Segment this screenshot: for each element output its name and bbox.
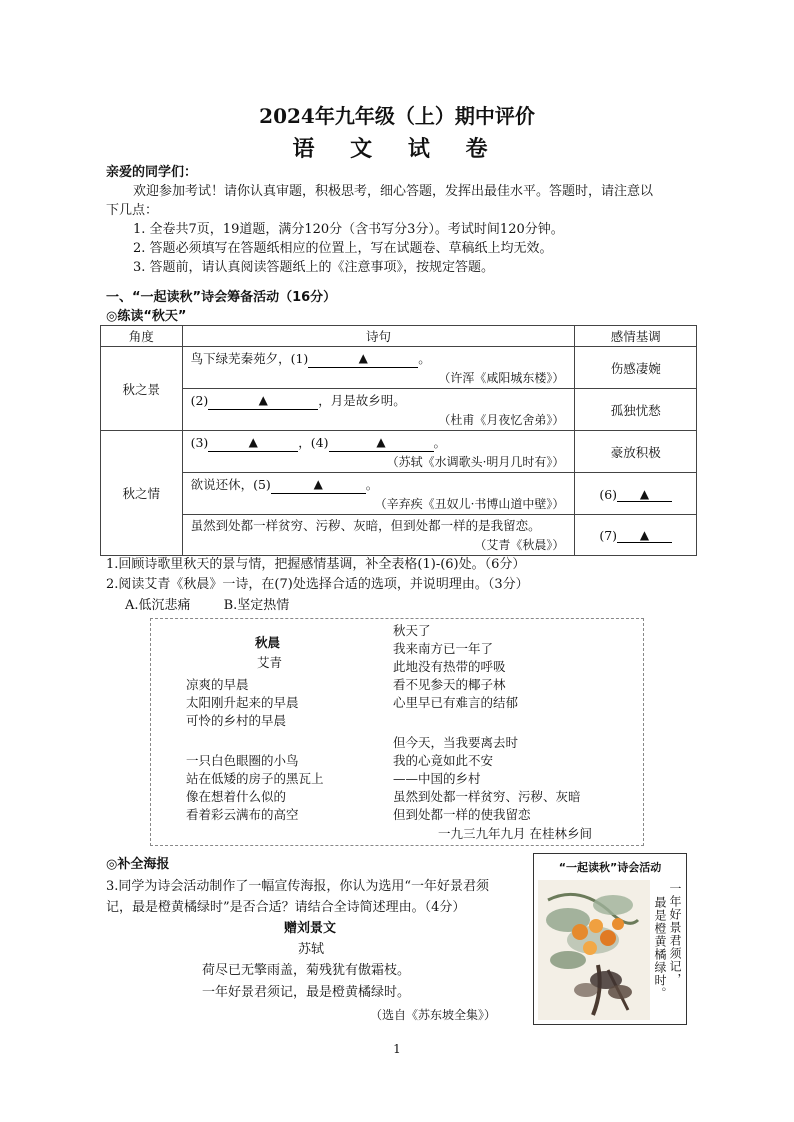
poem-right-line: 但今天，当我要离去时 bbox=[393, 735, 519, 750]
poem-right-line: 我的心竟如此不安 bbox=[393, 753, 494, 768]
poem-left-line: 凉爽的早晨 bbox=[186, 677, 249, 692]
answer-blank-4[interactable]: ▲ bbox=[329, 433, 434, 452]
poem-right-line: 此地没有热带的呼吸 bbox=[393, 659, 506, 674]
group-scenery: 秋之景 bbox=[101, 347, 183, 431]
group-emotion: 秋之情 bbox=[101, 431, 183, 556]
rule-1: 1. 全卷共7页，19道题，满分120分（含书写分3分）。考试时间120分钟。 bbox=[133, 222, 564, 237]
header-verse: 诗句 bbox=[182, 326, 575, 347]
sub-heading-poster: ◎补全海报 bbox=[106, 857, 170, 872]
poem2-author: 苏轼 bbox=[298, 942, 325, 957]
mood-6: (6) ▲ bbox=[575, 473, 697, 515]
answer-blank-6[interactable]: ▲ bbox=[617, 486, 672, 502]
poem-date: 一九三九年九月 在桂林乡间 bbox=[438, 826, 592, 841]
poster-verse-line-2: 最是橙黄橘绿时。 bbox=[653, 896, 667, 1000]
poem-right-line: 虽然到处都一样贫穷、污秽、灰暗 bbox=[393, 789, 581, 804]
intro-line-1: 欢迎参加考试！请你认真审题，积极思考，细心答题，发挥出最佳水平。答题时，请注意以 bbox=[133, 184, 654, 199]
mood-2: 孤独忧愁 bbox=[575, 389, 697, 431]
mood-1: 伤感凄婉 bbox=[575, 347, 697, 389]
intro-line-2: 下几点： bbox=[106, 203, 159, 218]
table-row: (3) ▲ ，(4) ▲ 。 （苏轼《水调歌头·明月几时有》） bbox=[182, 431, 575, 473]
rule-3: 3. 答题前，请认真阅读答题纸上的《注意事项》，按规定答题。 bbox=[133, 260, 495, 275]
answer-blank-3[interactable]: ▲ bbox=[208, 433, 298, 452]
poetry-table bbox=[100, 325, 697, 556]
header-mood: 感情基调 bbox=[575, 326, 697, 347]
answer-blank-2[interactable]: ▲ bbox=[208, 391, 318, 410]
poem-left-line: 可怜的乡村的早晨 bbox=[186, 713, 287, 728]
answer-blank-5[interactable]: ▲ bbox=[271, 475, 366, 494]
section-heading: 一、“一起读秋”诗会筹备活动（16分） bbox=[106, 290, 337, 305]
exam-title: 2024年九年级（上）期中评价 bbox=[259, 104, 535, 128]
poster-verse-line-1: 一年好景君须记， bbox=[668, 882, 682, 986]
poem2-line-2: 一年好景君须记，最是橙黄橘绿时。 bbox=[202, 985, 411, 1000]
poem-right-line: 秋天了 bbox=[393, 623, 431, 638]
question-3-line-1: 3.同学为诗会活动制作了一幅宣传海报，你认为选用“一年好景君须 bbox=[106, 879, 490, 894]
poem-right-line: ——中国的乡村 bbox=[393, 771, 481, 786]
table-row: (2) ▲ ，月是故乡明。 （杜甫《月夜忆舍弟》） bbox=[182, 389, 575, 431]
poem-author: 艾青 bbox=[257, 655, 283, 670]
poster-banner: “一起读秋”诗会活动 bbox=[558, 861, 662, 874]
rule-2: 2. 答题必须填写在答题纸相应的位置上，写在试题卷、草稿纸上均无效。 bbox=[133, 241, 553, 256]
header-angle: 角度 bbox=[101, 326, 183, 347]
poem-left-line: 太阳刚升起来的早晨 bbox=[186, 695, 299, 710]
poem-title: 秋晨 bbox=[255, 635, 281, 650]
answer-blank-7[interactable]: ▲ bbox=[617, 527, 672, 543]
poem-left-line: 像在想着什么似的 bbox=[186, 789, 287, 804]
sub-heading-practice: ◎练读“秋天” bbox=[106, 309, 187, 324]
page-number: 1 bbox=[393, 1042, 401, 1056]
question-2: 2.阅读艾青《秋晨》一诗，在(7)处选择合适的选项，并说明理由。（3分） bbox=[106, 577, 529, 592]
poem2-source: （选自《苏东坡全集》） bbox=[370, 1008, 497, 1022]
question-2-options: A.低沉悲痛 B.坚定热情 bbox=[125, 598, 290, 613]
mood-7: (7) ▲ bbox=[575, 515, 697, 556]
poem-right-line: 我来南方已一年了 bbox=[393, 641, 494, 656]
table-row: 欲说还休，(5) ▲ 。 （辛弃疾《丑奴儿·书博山道中壁》） bbox=[182, 473, 575, 515]
greeting: 亲爱的同学们： bbox=[106, 165, 198, 180]
poem-left-line: 看着彩云满布的高空 bbox=[186, 807, 299, 822]
table-row: 鸟下绿芜秦苑夕，(1) ▲ 。 （许浑《咸阳城东楼》） bbox=[182, 347, 575, 389]
question-1: 1.回顾诗歌里秋天的景与情，把握感情基调，补全表格(1)-(6)处。（6分） bbox=[106, 557, 526, 572]
poem-right-line: 但到处都一样的使我留恋 bbox=[393, 807, 531, 822]
mood-3: 豪放积极 bbox=[575, 431, 697, 473]
poster bbox=[533, 853, 687, 1025]
poem2-line-1: 荷尽已无擎雨盖，菊残犹有傲霜枝。 bbox=[202, 963, 411, 978]
poem-right-line: 心里早已有难言的结郁 bbox=[393, 695, 519, 710]
poem-left-line: 一只白色眼圈的小鸟 bbox=[186, 753, 299, 768]
autumn-fruit-painting-icon bbox=[538, 880, 650, 1020]
poem-left-line: 站在低矮的房子的黑瓦上 bbox=[186, 771, 324, 786]
poem2-title: 赠刘景文 bbox=[284, 921, 337, 936]
table-row: 虽然到处都一样贫穷、污秽、灰暗，但到处都一样的是我留恋。 （艾青《秋晨》） bbox=[182, 515, 575, 556]
question-3-line-2: 记，最是橙黄橘绿时”是否合适？请结合全诗简述理由。（4分） bbox=[106, 900, 466, 915]
exam-subtitle: 语 文 试 卷 bbox=[292, 136, 502, 162]
poem-right-line: 看不见参天的椰子林 bbox=[393, 677, 506, 692]
answer-blank-1[interactable]: ▲ bbox=[308, 349, 418, 368]
